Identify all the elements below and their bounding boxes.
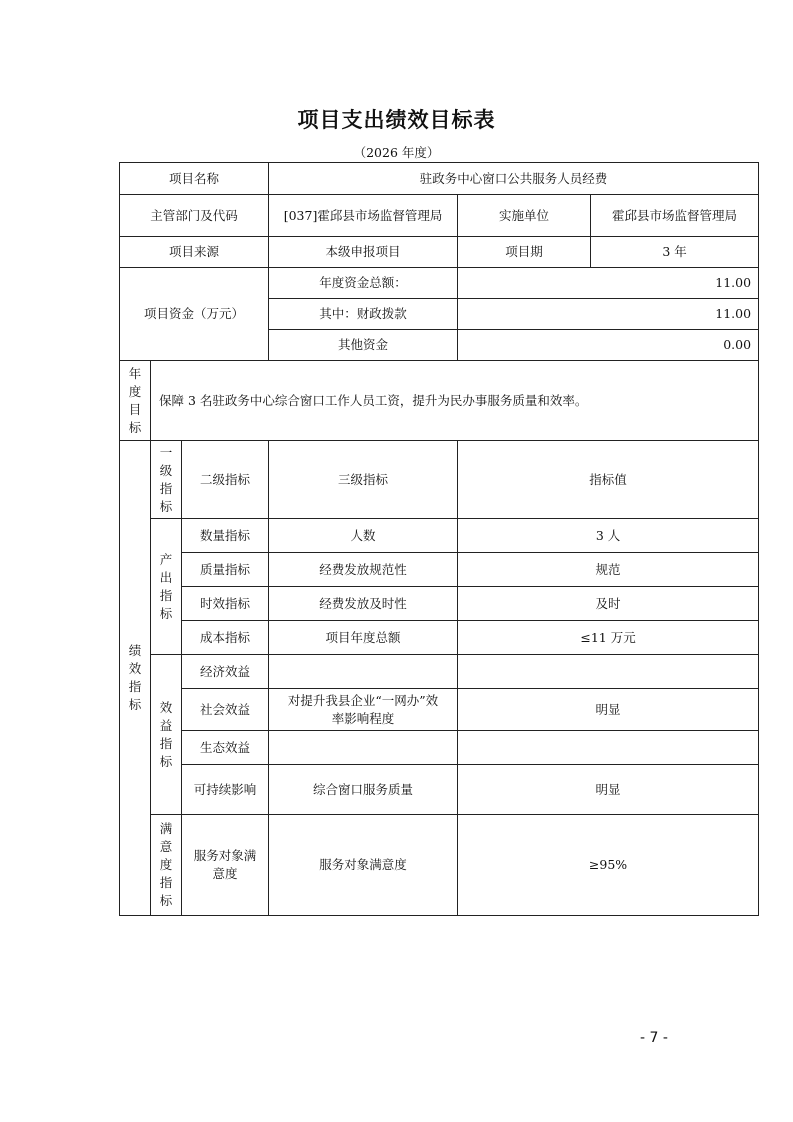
- annual-goal-text: 保障 3 名驻政务中心综合窗口工作人员工资，提升为民办事服务质量和效率。: [151, 361, 759, 441]
- indicator-l2: 时效指标: [182, 587, 269, 621]
- fiscal-funds-label: 其中：财政拨款: [269, 299, 458, 330]
- indicator-l2: 社会效益: [182, 689, 269, 731]
- indicator-value: 规范: [458, 553, 759, 587]
- page-number: - 7 -: [640, 1030, 668, 1046]
- indicator-value: [458, 655, 759, 689]
- level3-header: 三级指标: [269, 441, 458, 519]
- indicator-l2: 质量指标: [182, 553, 269, 587]
- indicator-value: 明显: [458, 689, 759, 731]
- indicator-l3: 对提升我县企业“一网办”效率影响程度: [269, 689, 458, 731]
- indicator-l3: [269, 655, 458, 689]
- period-value: 3 年: [591, 237, 759, 268]
- indicator-l2: 可持续影响: [182, 765, 269, 815]
- other-funds-label: 其他资金: [269, 330, 458, 361]
- source-label: 项目来源: [120, 237, 269, 268]
- year-label: （2026 年度）: [353, 145, 440, 160]
- indicator-l3: 项目年度总额: [269, 621, 458, 655]
- indicator-l3: 人数: [269, 519, 458, 553]
- other-funds-value: 0.00: [458, 330, 759, 361]
- funds-label: 项目资金（万元）: [120, 268, 269, 361]
- level1-header: 一级指标: [151, 441, 182, 519]
- period-label: 项目期: [458, 237, 591, 268]
- indicator-l2: 服务对象满意度: [182, 815, 269, 916]
- indicator-l3: 经费发放及时性: [269, 587, 458, 621]
- total-funds-label: 年度资金总额：: [269, 268, 458, 299]
- project-name-value: 驻政务中心窗口公共服务人员经费: [269, 163, 759, 195]
- dept-label: 主管部门及代码: [120, 195, 269, 237]
- performance-target-table: [119, 162, 759, 916]
- indicator-l2: 经济效益: [182, 655, 269, 689]
- indicator-l3: [269, 731, 458, 765]
- indicator-l3: 服务对象满意度: [269, 815, 458, 916]
- benefit-group-label: 效益指标: [151, 655, 182, 815]
- page-title: 项目支出绩效目标表: [297, 108, 496, 132]
- indicator-l2: 数量指标: [182, 519, 269, 553]
- project-name-label: 项目名称: [120, 163, 269, 195]
- indicator-value: 明显: [458, 765, 759, 815]
- dept-value: [037]霍邱县市场监督管理局: [269, 195, 458, 237]
- indicator-value: ≥95%: [458, 815, 759, 916]
- level2-header: 二级指标: [182, 441, 269, 519]
- satisfaction-group-label: 满意度指标: [151, 815, 182, 916]
- perf-indicator-label: 绩效指标: [120, 441, 151, 916]
- indicator-value: 及时: [458, 587, 759, 621]
- value-header: 指标值: [458, 441, 759, 519]
- total-funds-value: 11.00: [458, 268, 759, 299]
- source-value: 本级申报项目: [269, 237, 458, 268]
- impl-label: 实施单位: [458, 195, 591, 237]
- fiscal-funds-value: 11.00: [458, 299, 759, 330]
- indicator-value: ≤11 万元: [458, 621, 759, 655]
- indicator-value: [458, 731, 759, 765]
- indicator-value: 3 人: [458, 519, 759, 553]
- indicator-l3: 经费发放规范性: [269, 553, 458, 587]
- indicator-l3: 综合窗口服务质量: [269, 765, 458, 815]
- indicator-l2: 成本指标: [182, 621, 269, 655]
- indicator-l2: 生态效益: [182, 731, 269, 765]
- output-group-label: 产出指标: [151, 519, 182, 655]
- impl-value: 霍邱县市场监督管理局: [591, 195, 759, 237]
- annual-goal-label: 年度目标: [120, 361, 151, 441]
